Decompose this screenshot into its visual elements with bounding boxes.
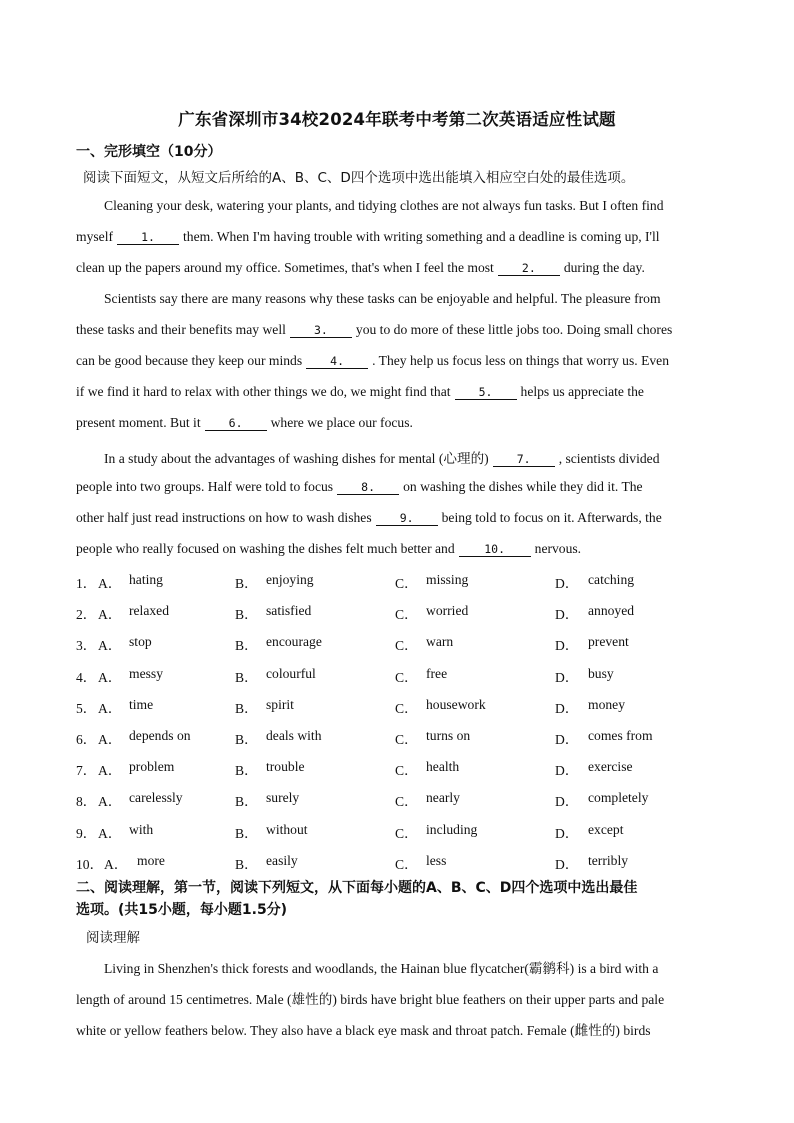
option-b[interactable]: encourage bbox=[266, 634, 322, 650]
question-number: 10． bbox=[76, 856, 104, 872]
option-c[interactable]: missing bbox=[426, 572, 469, 587]
passage-line bbox=[76, 384, 726, 400]
passage-line bbox=[76, 322, 726, 338]
question-number: 6． bbox=[76, 732, 97, 747]
question-number: 3． bbox=[76, 638, 97, 654]
question-number: 2． bbox=[76, 607, 97, 623]
option-letter-c: C． bbox=[395, 607, 418, 623]
answer-blank[interactable]: 8. bbox=[337, 481, 399, 495]
answer-blank[interactable]: 9. bbox=[376, 512, 438, 526]
line-text: myself bbox=[76, 229, 113, 244]
option-letter-b: B． bbox=[235, 607, 258, 623]
answer-blank[interactable]: 1. bbox=[117, 231, 179, 245]
option-letter-b: B． bbox=[235, 825, 258, 841]
option-letter-a: A． bbox=[98, 607, 122, 623]
option-a[interactable]: time bbox=[129, 696, 154, 712]
answer-blank[interactable]: 2. bbox=[498, 262, 560, 276]
passage-line bbox=[76, 260, 726, 276]
option-d[interactable]: catching bbox=[588, 572, 635, 587]
option-letter-b: B． bbox=[235, 576, 258, 591]
section2-heading-line1: 二、阅读理解，第一节，阅读下列短文，从下面每小题的A、B、C、D四个选项中选出最佳 bbox=[76, 880, 638, 896]
option-letter-d: D． bbox=[555, 607, 579, 623]
option-d[interactable]: comes from bbox=[588, 728, 653, 743]
option-d[interactable]: prevent bbox=[588, 634, 629, 650]
section2-heading-line2: 选项。(共15小题，每小题1.5分) bbox=[76, 902, 288, 918]
option-letter-c: C． bbox=[395, 825, 418, 841]
option-c[interactable]: worried bbox=[426, 603, 469, 619]
page-title: 广东省深圳市34校2024年联考中考第二次英语适应性试题 bbox=[178, 110, 616, 129]
option-c[interactable]: health bbox=[426, 759, 460, 775]
option-c[interactable]: housework bbox=[426, 696, 486, 712]
option-letter-a: A． bbox=[98, 732, 122, 747]
option-a[interactable]: problem bbox=[129, 759, 175, 775]
option-c[interactable]: free bbox=[426, 665, 448, 681]
option-letter-a: A． bbox=[98, 794, 122, 810]
line-text: In a study about the advantages of washing dishes for mental (心理的) bbox=[104, 451, 489, 466]
line-text: . They help us focus less on things that worry us. Even bbox=[372, 353, 669, 368]
option-c[interactable]: turns on bbox=[426, 728, 471, 743]
option-b[interactable]: deals with bbox=[266, 728, 322, 743]
option-letter-c: C． bbox=[395, 638, 418, 654]
option-letter-c: C． bbox=[395, 732, 418, 747]
option-letter-d: D． bbox=[555, 856, 579, 872]
option-letter-c: C． bbox=[395, 576, 418, 591]
line-text: them. When I'm having trouble with writing something and a deadline is coming up, I'll bbox=[183, 229, 660, 244]
question-number: 5． bbox=[76, 700, 97, 716]
option-a[interactable]: depends on bbox=[129, 728, 191, 743]
question-number: 9． bbox=[76, 825, 97, 841]
option-d[interactable]: money bbox=[588, 696, 625, 712]
option-b[interactable]: easily bbox=[266, 852, 298, 868]
option-letter-d: D． bbox=[555, 669, 579, 685]
option-d[interactable]: terribly bbox=[588, 852, 629, 868]
option-b[interactable]: surely bbox=[266, 790, 300, 806]
option-a[interactable]: with bbox=[129, 821, 154, 837]
passage-line bbox=[104, 291, 754, 307]
option-letter-c: C． bbox=[395, 763, 418, 779]
answer-blank[interactable]: 10. bbox=[459, 543, 531, 557]
option-letter-a: A． bbox=[98, 669, 122, 685]
option-b[interactable]: spirit bbox=[266, 696, 294, 712]
answer-blank[interactable]: 4. bbox=[306, 355, 368, 369]
line-text: nervous. bbox=[534, 541, 582, 556]
option-b[interactable]: trouble bbox=[266, 759, 305, 775]
option-a[interactable]: relaxed bbox=[129, 603, 169, 619]
option-a[interactable]: hating bbox=[129, 572, 163, 587]
option-letter-d: D． bbox=[555, 794, 579, 810]
answer-blank[interactable]: 6. bbox=[205, 417, 267, 431]
passage-line: white or yellow feathers below. They also have a black eye mask and throat patch. Female (雌性的) birds bbox=[76, 1023, 651, 1038]
answer-blank[interactable]: 3. bbox=[290, 324, 352, 338]
option-letter-d: D． bbox=[555, 732, 579, 747]
question-number: 8． bbox=[76, 794, 97, 810]
answer-blank[interactable]: 7. bbox=[493, 453, 555, 467]
option-d[interactable]: annoyed bbox=[588, 603, 635, 619]
line-text: can be good because they keep our minds bbox=[76, 353, 303, 368]
line-text: , scientists divided bbox=[558, 451, 660, 466]
option-letter-c: C． bbox=[395, 700, 418, 716]
option-b[interactable]: enjoying bbox=[266, 572, 314, 587]
option-letter-b: B． bbox=[235, 763, 258, 779]
option-letter-a: A． bbox=[104, 856, 128, 872]
option-c[interactable]: less bbox=[426, 852, 447, 868]
option-letter-b: B． bbox=[235, 669, 258, 685]
option-a[interactable]: messy bbox=[129, 665, 163, 681]
option-letter-a: A． bbox=[98, 638, 122, 654]
option-letter-d: D． bbox=[555, 763, 579, 779]
option-letter-a: A． bbox=[98, 576, 122, 591]
passage-line bbox=[76, 510, 726, 526]
option-letter-d: D． bbox=[555, 700, 579, 716]
passage-line bbox=[76, 541, 726, 557]
option-a[interactable]: stop bbox=[129, 634, 152, 650]
passage-line bbox=[104, 447, 754, 467]
option-b[interactable]: without bbox=[266, 821, 308, 837]
line-text: you to do more of these little jobs too. Doing small chores bbox=[355, 322, 673, 337]
passage-line bbox=[76, 479, 726, 495]
option-letter-d: D． bbox=[555, 825, 579, 841]
option-c[interactable]: warn bbox=[426, 634, 454, 650]
option-b[interactable]: colourful bbox=[266, 665, 316, 681]
line-text: other half just read instructions on how to wash dishes bbox=[76, 510, 372, 525]
question-number: 7． bbox=[76, 763, 97, 779]
line-text: on washing the dishes while they did it. The bbox=[403, 479, 643, 494]
line-text: Cleaning your desk, watering your plants, and tidying clothes are not always fun tasks. But I often find bbox=[104, 198, 664, 213]
option-letter-c: C． bbox=[395, 856, 418, 872]
question-number: 4． bbox=[76, 669, 97, 685]
passage-line: Living in Shenzhen's thick forests and woodlands, the Hainan blue flycatcher(霸鹟科) is a bird with a bbox=[104, 961, 659, 976]
line-text: helps us appreciate the bbox=[520, 384, 644, 399]
option-letter-b: B． bbox=[235, 638, 258, 654]
section2-subheading: 阅读理解 bbox=[86, 930, 140, 946]
question-number: 1． bbox=[76, 576, 97, 591]
line-text: during the day. bbox=[563, 260, 645, 275]
option-b[interactable]: satisfied bbox=[266, 603, 312, 619]
section1-heading: 一、完形填空（10分） bbox=[76, 144, 222, 160]
section1-instruction: 阅读下面短文，从短文后所给的A、B、C、D四个选项中选出能填入相应空白处的最佳选项。 bbox=[83, 170, 635, 186]
line-text: people into two groups. Half were told to focus bbox=[76, 479, 334, 494]
answer-blank[interactable]: 5. bbox=[455, 386, 517, 400]
option-letter-b: B． bbox=[235, 732, 258, 747]
option-letter-a: A． bbox=[98, 700, 122, 716]
option-letter-b: B． bbox=[235, 794, 258, 810]
passage-line bbox=[104, 198, 754, 214]
line-text: these tasks and their benefits may well bbox=[76, 322, 286, 337]
line-text: Scientists say there are many reasons why these tasks can be enjoyable and helpful. The pleasure from bbox=[104, 291, 661, 306]
option-letter-d: D． bbox=[555, 576, 579, 591]
option-letter-d: D． bbox=[555, 638, 579, 654]
option-d[interactable]: busy bbox=[588, 665, 614, 681]
option-letter-a: A． bbox=[98, 825, 122, 841]
line-text: if we find it hard to relax with other things we do, we might find that bbox=[76, 384, 451, 399]
line-text: clean up the papers around my office. Sometimes, that's when I feel the most bbox=[76, 260, 494, 275]
option-a[interactable]: carelessly bbox=[129, 790, 183, 806]
option-letter-c: C． bbox=[395, 794, 418, 810]
line-text: being told to focus on it. Afterwards, the bbox=[441, 510, 662, 525]
passage-line: length of around 15 centimetres. Male (雄性的) birds have bright blue feathers on their upper parts and pale bbox=[76, 992, 665, 1007]
option-a[interactable]: more bbox=[137, 852, 165, 868]
option-letter-b: B． bbox=[235, 700, 258, 716]
passage-line bbox=[76, 415, 726, 431]
option-d[interactable]: completely bbox=[588, 790, 649, 806]
option-c[interactable]: nearly bbox=[426, 790, 460, 806]
line-text: where we place our focus. bbox=[270, 415, 413, 430]
option-d[interactable]: exercise bbox=[588, 759, 633, 775]
option-letter-a: A． bbox=[98, 763, 122, 779]
option-d[interactable]: except bbox=[588, 821, 624, 837]
option-letter-c: C． bbox=[395, 669, 418, 685]
option-letter-b: B． bbox=[235, 856, 258, 872]
passage-line bbox=[76, 229, 726, 245]
option-c[interactable]: including bbox=[426, 821, 478, 837]
line-text: present moment. But it bbox=[76, 415, 201, 430]
passage-line bbox=[76, 353, 726, 369]
line-text: people who really focused on washing the dishes felt much better and bbox=[76, 541, 455, 556]
